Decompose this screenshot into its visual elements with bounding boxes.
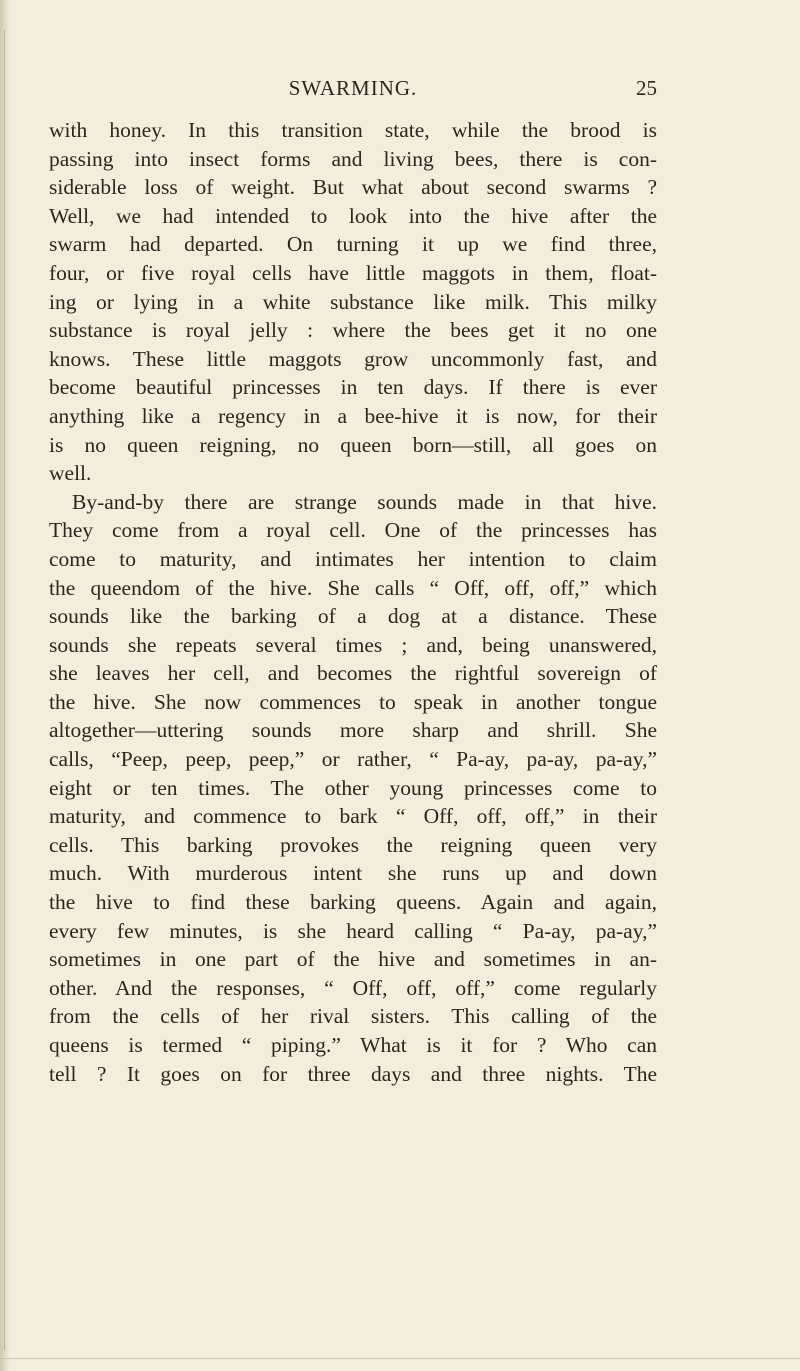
text-line: anything like a regency in a bee-hive it is now, for their xyxy=(49,403,657,428)
text-line: queens is termed “ piping.” What is it for ? Who can xyxy=(49,1033,657,1057)
text-line: the queendom of the hive. She calls “ Off, off, off,” which xyxy=(49,575,657,600)
page-number: 25 xyxy=(636,76,657,100)
text-line: sounds like the barking of a dog at a distance. These xyxy=(49,604,657,629)
text-line: tell ? It goes on for three days and three nights. The xyxy=(49,1061,657,1086)
text-line: the hive to find these barking queens. Again and again, xyxy=(49,890,657,915)
text-line: passing into insect forms and living bees, there is con- xyxy=(49,146,657,171)
text-line: cells. This barking provokes the reigning queen very xyxy=(49,832,657,857)
text-line: They come from a royal cell. One of the princesses has xyxy=(49,518,657,543)
text-line: substance is royal jelly : where the bees get it no one xyxy=(49,318,657,343)
text-line: sounds she repeats several times ; and, being unanswered, xyxy=(49,632,657,657)
text-line: siderable loss of weight. But what about second swarms ? xyxy=(49,175,657,200)
text-line: other. And the responses, “ Off, off, off,” come regularly xyxy=(49,975,657,1000)
running-title: SWARMING. xyxy=(288,76,418,100)
text-line: sometimes in one part of the hive and sometimes in an- xyxy=(49,947,657,972)
paragraph-start: By-and-by there are strange sounds made in that hive. xyxy=(72,489,657,514)
text-line: eight or ten times. The other young princesses come to xyxy=(49,775,657,800)
page-gutter-shadow xyxy=(0,0,10,1371)
text-line: with honey. In this transition state, while the brood is xyxy=(49,118,657,142)
text-line: from the cells of her rival sisters. This calling of the xyxy=(49,1004,657,1029)
text-line: ing or lying in a white substance like milk. This milky xyxy=(49,289,657,314)
text-line: come to maturity, and intimates her intention to claim xyxy=(49,546,657,571)
text-line: maturity, and commence to bark “ Off, off, off,” in their xyxy=(49,804,657,829)
text-line: every few minutes, is she heard calling “ Pa-ay, pa-ay,” xyxy=(49,918,657,943)
text-line: swarm had departed. On turning it up we find three, xyxy=(49,232,657,257)
text-line: the hive. She now commences to speak in another tongue xyxy=(49,689,657,714)
text-line: calls, “Peep, peep, peep,” or rather, “ Pa-ay, pa-ay, pa-ay,” xyxy=(49,747,657,772)
text-line: is no queen reigning, no queen born—still, all goes on xyxy=(49,432,657,457)
running-head xyxy=(49,76,657,104)
page-bottom-edge xyxy=(0,1358,800,1359)
page-edge-line xyxy=(4,30,5,1350)
text-line: much. With murderous intent she runs up and down xyxy=(49,861,657,886)
body-text xyxy=(49,116,657,1088)
text-line: well. xyxy=(49,461,92,486)
text-line: Well, we had intended to look into the hive after the xyxy=(49,203,657,228)
text-line: knows. These little maggots grow uncommonly fast, and xyxy=(49,346,657,371)
text-line: become beautiful princesses in ten days. If there is ever xyxy=(49,375,657,400)
text-line: she leaves her cell, and becomes the rightful sovereign of xyxy=(49,661,657,686)
text-line: altogether—uttering sounds more sharp and shrill. She xyxy=(49,718,657,743)
text-line: four, or five royal cells have little maggots in them, float- xyxy=(49,260,657,285)
